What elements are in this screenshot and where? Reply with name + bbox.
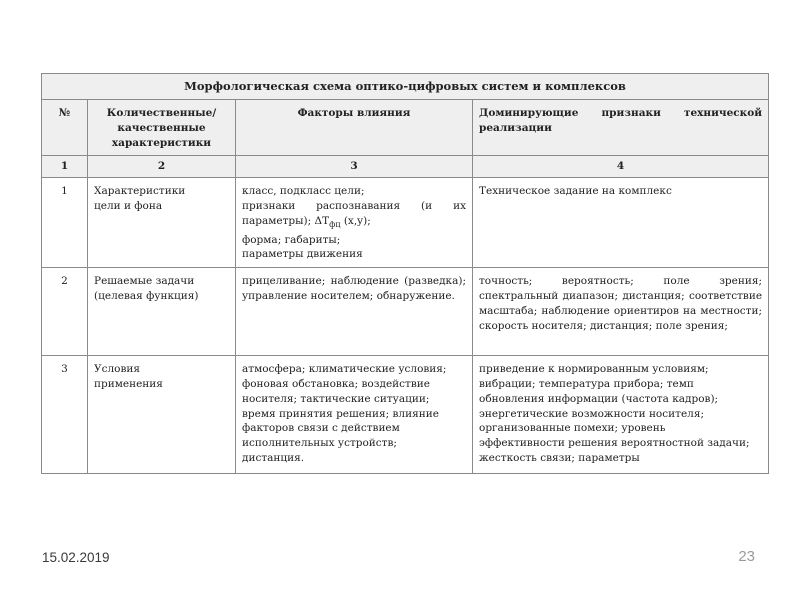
factors-subscript: фц: [329, 219, 341, 229]
column-number: 2: [88, 156, 236, 178]
table-row: [42, 268, 769, 356]
row-dominant: Техническое задание на комплекс: [473, 178, 769, 268]
row-dominant: точность; вероятность; поле зрения; спектральный диапазон; дистанция; соответствие масштаба; наблюдение ориентиров на местности; скорость носителя; дистанция; поле зрения;: [473, 268, 769, 356]
table-header-row: [42, 100, 769, 156]
header-characteristics: Количественные/ качественные характеристики: [88, 100, 236, 156]
column-number-row: [42, 156, 769, 178]
table-title-row: [42, 74, 769, 100]
column-number: 3: [236, 156, 473, 178]
table-row: [42, 356, 769, 474]
row-factors: атмосфера; климатические условия; фоновая обстановка; воздействие носителя; тактические ситуации; время принятия решения; влияние факторов связи с действием исполнительных устройств; дистанция.: [236, 356, 473, 474]
slide-page-number: 23: [738, 548, 755, 565]
row-characteristics: Характеристики цели и фона: [88, 178, 236, 268]
row-number: 3: [42, 356, 88, 474]
row-number: 1: [42, 178, 88, 268]
morphological-table: [41, 73, 769, 474]
header-factors: Факторы влияния: [236, 100, 473, 156]
factors-text-tail: (x,y); форма; габариты; параметры движения: [242, 214, 371, 261]
row-dominant: приведение к нормированным условиям; вибрации; температура прибора; темп обновления информации (частота кадров); энергетические возможности носителя; организованные помехи; уровень эффективности решения вероятностной задачи; жесткость связи; параметры: [473, 356, 769, 474]
slide-date: 15.02.2019: [42, 550, 110, 565]
header-dominant: Доминирующие признаки технической реализации: [473, 100, 769, 156]
factors-text-main: класс, подкласс цели; признаки распознавания (и их параметры); ΔT: [242, 185, 466, 227]
row-factors: прицеливание; наблюдение (разведка); управление носителем; обнаружение.: [236, 268, 473, 356]
header-num: №: [42, 100, 88, 156]
column-number: 4: [473, 156, 769, 178]
row-characteristics: Решаемые задачи (целевая функция): [88, 268, 236, 356]
column-number: 1: [42, 156, 88, 178]
row-factors: [236, 178, 473, 268]
row-number: 2: [42, 268, 88, 356]
table-title: Морфологическая схема оптико-цифровых систем и комплексов: [42, 74, 769, 100]
row-characteristics: Условия применения: [88, 356, 236, 474]
table-row: [42, 178, 769, 268]
